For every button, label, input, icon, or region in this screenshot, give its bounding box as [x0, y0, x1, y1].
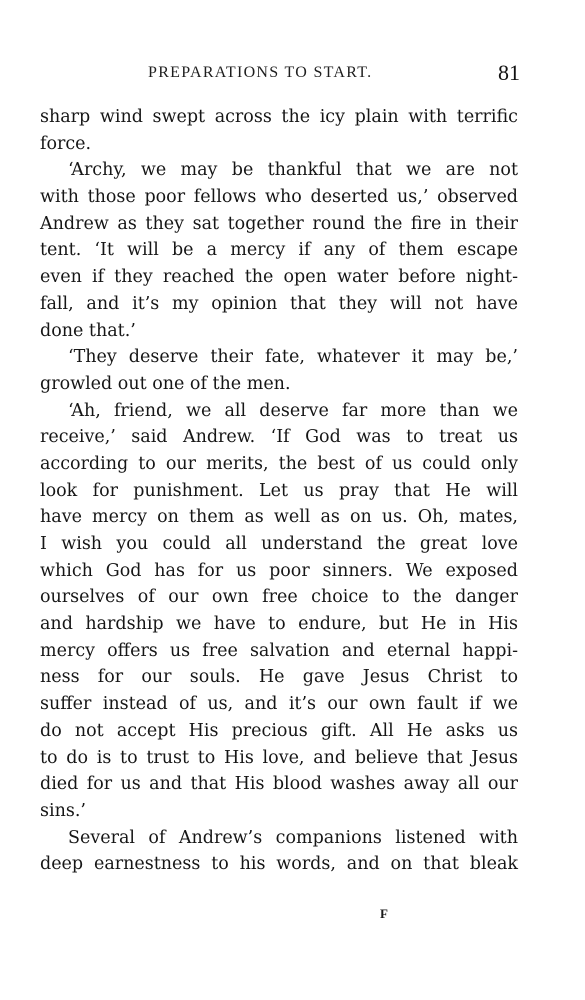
body-text [40, 104, 518, 878]
text-line: according to our merits, the best of us could only [40, 453, 518, 474]
text-line: done that.’ [40, 320, 136, 341]
text-line: sharp wind swept across the icy plain with terrific [40, 107, 518, 127]
text-line: Several of Andrew’s companions listened with [68, 827, 518, 848]
text-line: to do is to trust to His love, and believe that Jesus [40, 747, 518, 768]
text-line: ‘They deserve their fate, whatever it may be,’ [68, 347, 518, 368]
signature-mark: F [380, 906, 388, 921]
page-number: 81 [498, 60, 520, 85]
text-line: have mercy on them as well as on us. Oh, mates, [40, 507, 518, 528]
text-line: ourselves of our own free choice to the danger [40, 587, 518, 608]
text-line: sins.’ [40, 800, 86, 821]
text-line: even if they reached the open water before night- [40, 267, 518, 288]
running-title: PREPARATIONS TO START. [148, 64, 373, 81]
page-header [40, 60, 520, 90]
text-line: ‘Archy, we may be thankful that we are not [68, 160, 518, 181]
text-line: do not accept His precious gift. All He asks us [40, 720, 518, 741]
text-line: growled out one of the men. [40, 373, 291, 394]
text-line: Andrew as they sat together round the fire in their [40, 213, 518, 234]
text-line: I wish you could all understand the great love [40, 534, 518, 554]
text-line: with those poor fellows who deserted us,’ observed [40, 187, 518, 208]
text-line: suffer instead of us, and it’s our own fault if we [40, 694, 518, 715]
text-line: died for us and that His blood washes away all our [40, 774, 518, 795]
text-line: look for punishment. Let us pray that He will [40, 480, 518, 501]
text-line: and hardship we have to endure, but He in His [40, 614, 518, 635]
text-line: ‘Ah, friend, we all deserve far more than we [68, 400, 518, 421]
text-line: mercy offers us free salvation and eternal happi- [40, 640, 518, 661]
text-line: force. [40, 133, 92, 154]
text-line: deep earnestness to his words, and on that bleak [40, 854, 518, 875]
text-line: ness for our souls. He gave Jesus Christ to [40, 667, 518, 688]
text-line: fall, and it’s my opinion that they will not have [40, 293, 518, 314]
text-line: which God has for us poor sinners. We exposed [40, 560, 518, 581]
text-line: tent. ‘It will be a mercy if any of them escape [40, 240, 518, 261]
text-line: receive,’ said Andrew. ‘If God was to treat us [40, 427, 518, 448]
